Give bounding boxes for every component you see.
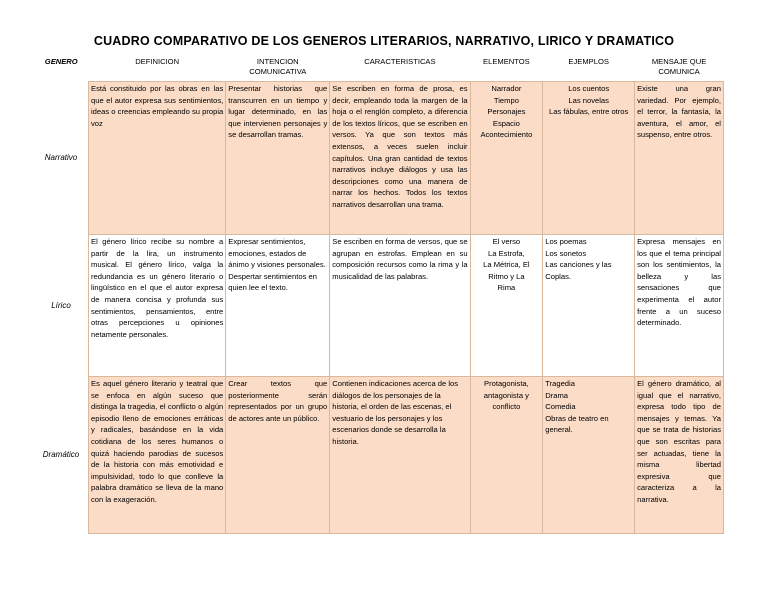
header-caracteristicas: CARACTERISTICAS [364, 57, 436, 66]
list-item: Acontecimiento [480, 130, 533, 140]
list-item: Obras de teatro en general. [545, 413, 609, 435]
cell-definicion: Está constituido por las obras en las que el autor expresa sus sentimientos, ideas o creencias empleando su propia voz [89, 82, 226, 235]
header-row [34, 56, 724, 82]
cell-intencion: Crear textos que posteriormente serán representados por un grupo de actores ante un público. [226, 377, 330, 534]
list-item: Tiempo [493, 95, 519, 105]
header-genero: GENERO [44, 57, 78, 66]
list-item: La Estrofa, [488, 248, 525, 258]
cell-ejemplos [543, 377, 635, 534]
cell-caracteristicas: Se escriben en forma de prosa, es decir, empleando toda la margen de la hoja o el renglón completo, a diferencia de los textos líricos, que se escriben en versos. Ya que son textos más extensos, a veces suelen incluir capítulos. Una gran cantidad de textos narrativos incluye diálogos y usa las descripciones como una manera de narrar los hechos. Todos los textos narrativos desarrollan una trama. [330, 82, 470, 235]
table-row-lirico [34, 235, 724, 377]
list-item: Espacio [492, 118, 520, 128]
cell-intencion: Expresar sentimientos, emociones, estados de ánimo y visiones personales. Despertar sentimientos en quien lee el texto. [226, 235, 330, 377]
cell-ejemplos [543, 235, 635, 377]
genre-label: Lírico [51, 300, 71, 310]
list-item: Las fábulas, entre otros [548, 107, 629, 117]
list-item: Narrador [491, 84, 522, 93]
cell-definicion: Es aquel género literario y teatral que se enfoca en algún suceso que distinga la tragedia, el conflicto o algún episodio lleno de emociones erráticas y radicales, basándose en la vida cotidiana de los seres humanos o quizá haciendo parodias de sucesos de la historia con más emotividad e impulsividad, todo lo que conlleve la palabra dramático se lleva de la mano con la exageración. [89, 377, 226, 534]
list-item: Ritmo y La [488, 271, 525, 281]
list-item: Los poemas [545, 237, 587, 246]
list-item: Los cuentos [568, 84, 610, 93]
cell-mensaje: El género dramático, al igual que el narrativo, expresa todo tipo de mensajes y temas. Ya que se trata de historias que son escritas para ser actuadas, tiene la misma libertad expresiva que caracteriza a la narrativa. [635, 377, 724, 534]
cell-elementos [470, 82, 543, 235]
cell-definicion: El género lírico recibe su nombre a partir de la lira, un instrumento musical. El género lírico, valga la redundancia es un género literario o lingüístico en el que el autor expresa de manera concisa y profunda sus sentimientos, pensamientos, entre otras percepciones u opiniones netamente personales. [89, 235, 226, 377]
header-elementos: ELEMENTOS [483, 57, 530, 66]
cell-ejemplos [543, 82, 635, 235]
list-item: Rima [497, 283, 516, 293]
list-item: Las canciones y las Coplas. [545, 260, 612, 281]
list-item: Tragedia [545, 379, 575, 388]
genre-label: Narrativo [44, 153, 78, 163]
header-intencion: INTENCION COMUNICATIVA [249, 57, 307, 76]
header-ejemplos: EJEMPLOS [568, 57, 609, 66]
list-item: Protagonista, [484, 379, 529, 388]
list-item: Las novelas [568, 95, 609, 105]
list-item: Los sonetos [545, 248, 587, 258]
list-item: antagonista y [483, 390, 529, 400]
table-row-narrativo [34, 82, 724, 235]
genre-label: Dramático [42, 450, 80, 460]
table-row-dramatico [34, 377, 724, 534]
cell-mensaje: Existe una gran variedad. Por ejemplo, el terror, la fantasía, la aventura, el amor, el suspenso, entre otros. [635, 82, 724, 235]
cell-elementos [470, 235, 543, 377]
cell-elementos [470, 377, 543, 534]
list-item: La Métrica, El [483, 260, 530, 270]
list-item: El verso [492, 237, 521, 246]
page-title: CUADRO COMPARATIVO DE LOS GENEROS LITERARIOS, NARRATIVO, LIRICO Y DRAMATICO [93, 34, 675, 48]
cell-intencion: Presentar historias que transcurren en un tiempo y lugar determinado, en las que intervienen personajes y se desarrollan tramas. [226, 82, 330, 235]
header-definicion: DEFINICION [135, 57, 180, 66]
cell-mensaje: Expresa mensajes en los que el tema principal son los sentimientos, la belleza y las sensaciones que experimenta el autor frente a un suceso determinado. [635, 235, 724, 377]
comparison-table [34, 56, 724, 534]
cell-caracteristicas: Contienen indicaciones acerca de los diálogos de los personajes de la historia, el orden de las escenas, el vestuario de los personajes y los escenarios donde se desarrolla la historia. [330, 377, 470, 534]
list-item: conflicto [492, 402, 521, 412]
list-item: Personajes [487, 107, 526, 117]
header-mensaje: MENSAJE QUE COMUNICA [651, 57, 707, 76]
cell-caracteristicas: Se escriben en forma de versos, que se agrupan en estrofas. Emplean en su composición recursos como la rima y la musicalidad de las palabras. [330, 235, 470, 377]
list-item: Comedia [545, 402, 576, 412]
list-item: Drama [545, 390, 569, 400]
